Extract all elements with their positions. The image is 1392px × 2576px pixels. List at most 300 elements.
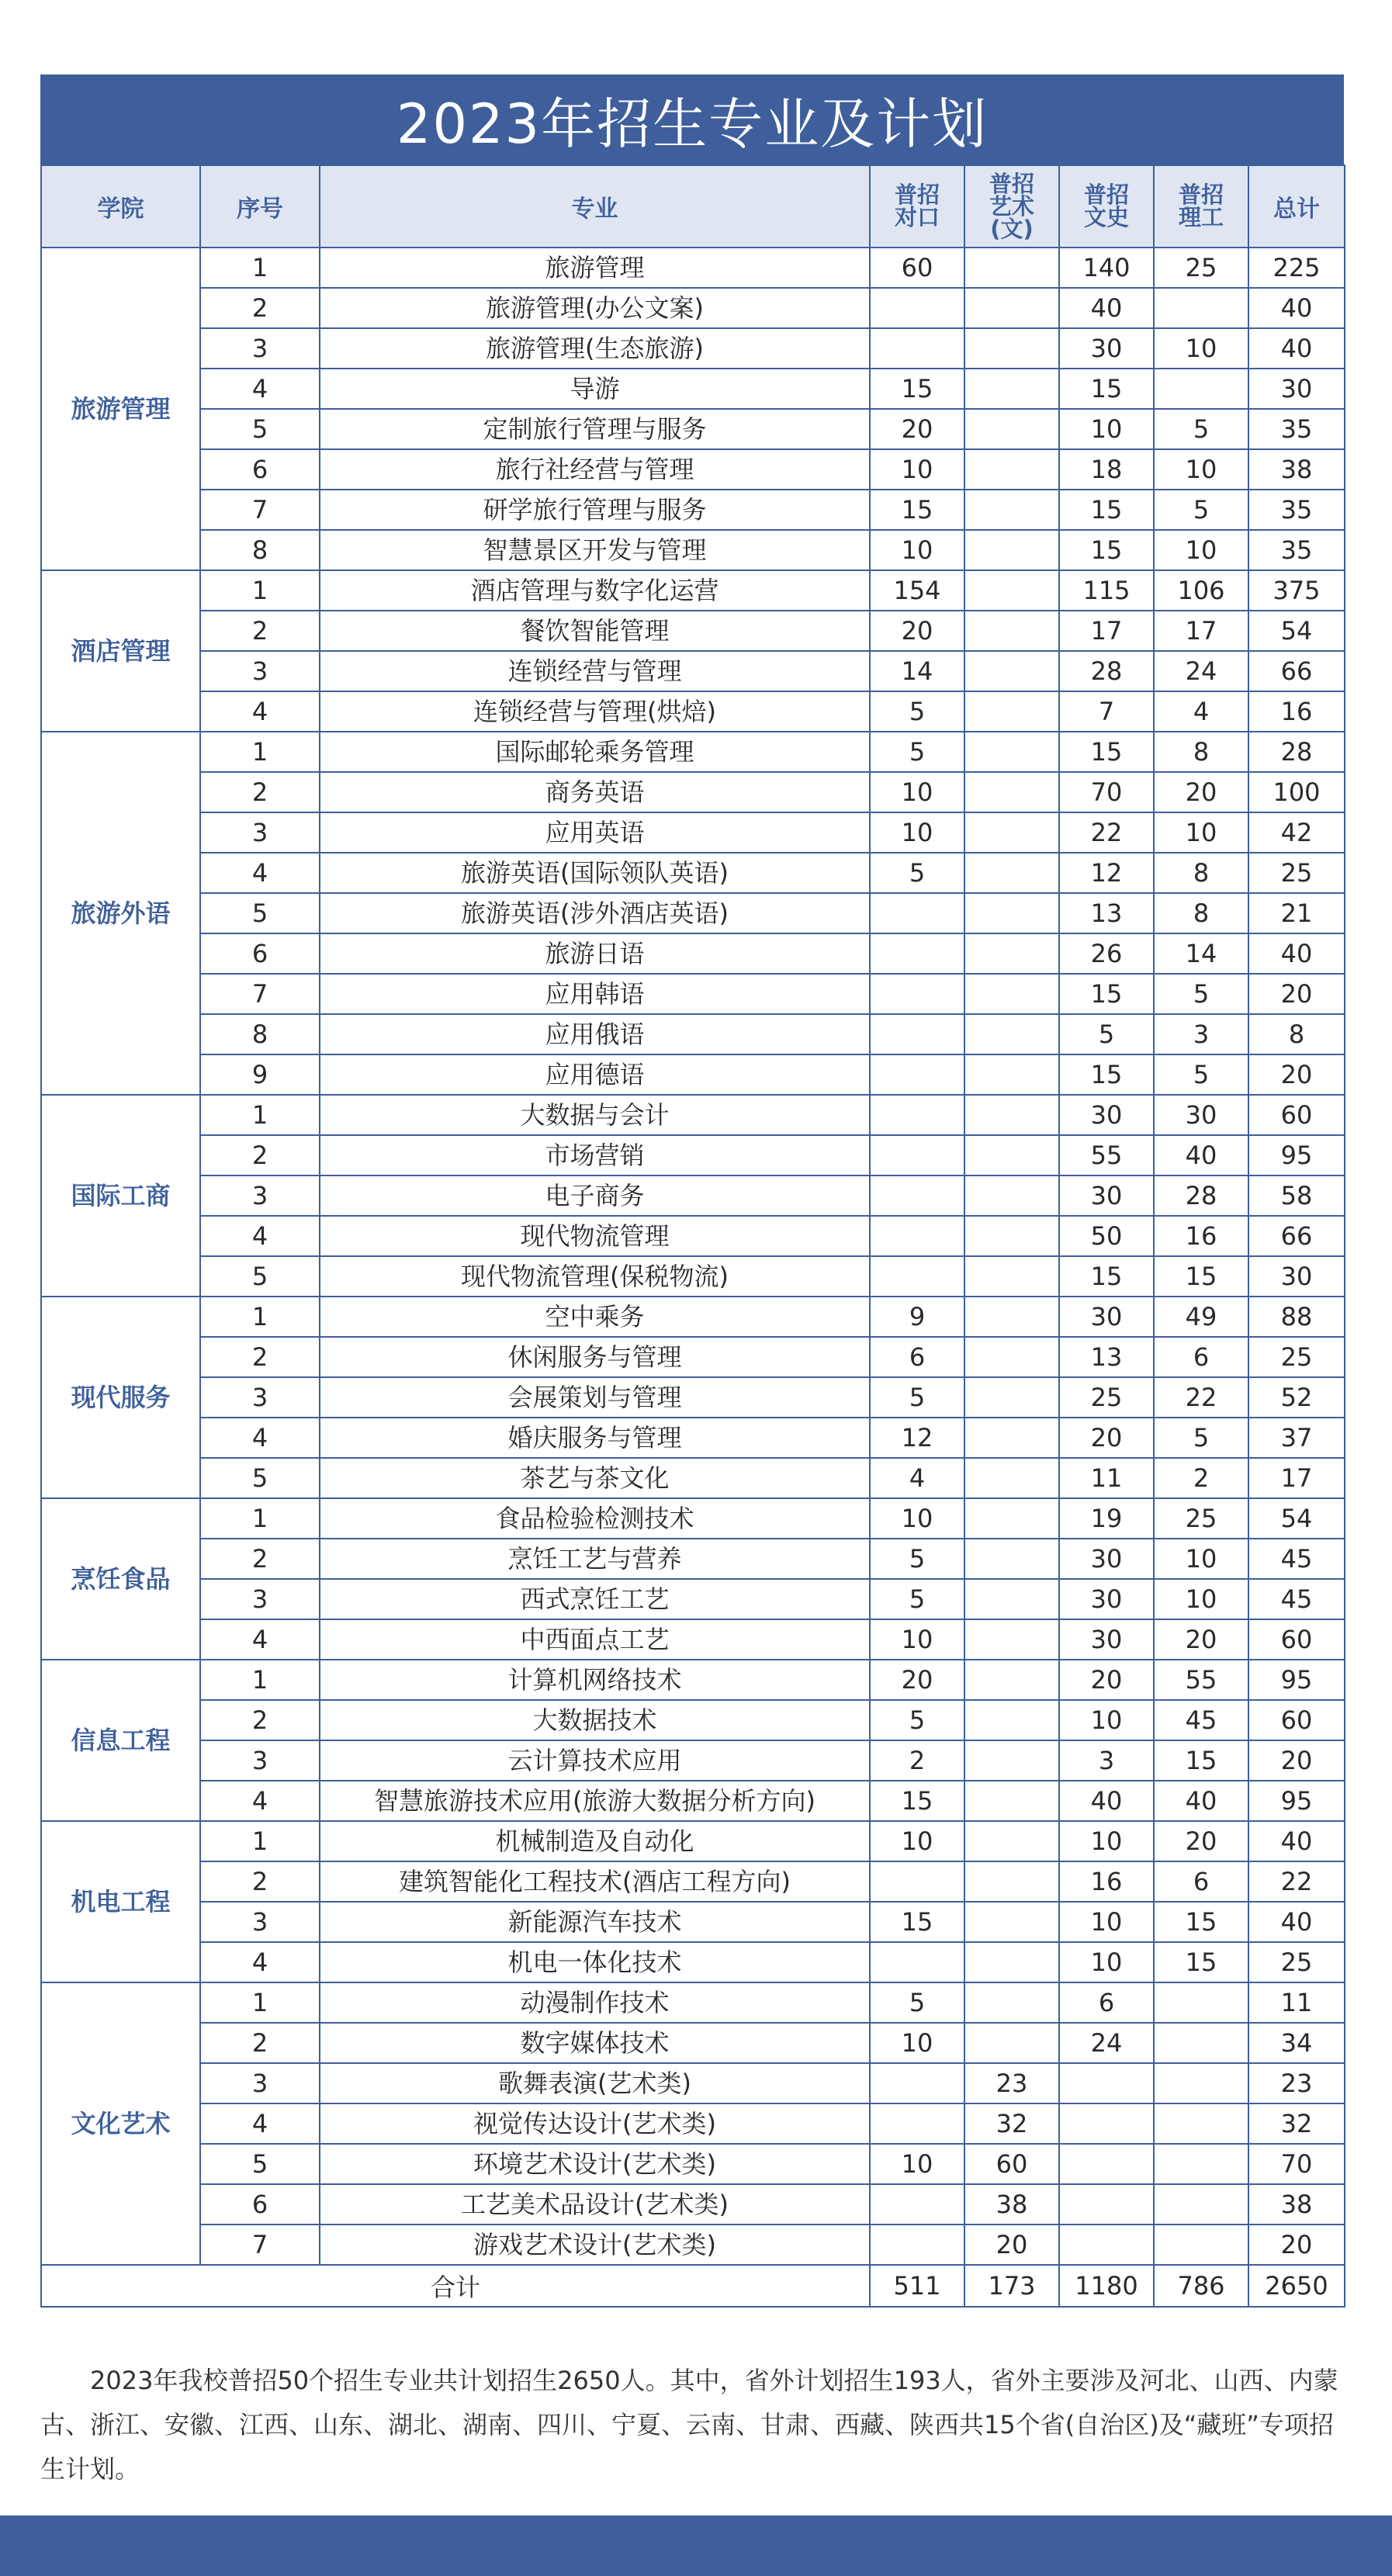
major-name: 会展策划与管理 xyxy=(320,1377,870,1418)
page-title: 2023年招生专业及计划 xyxy=(40,74,1344,164)
arts-count xyxy=(964,369,1059,409)
row-index: 4 xyxy=(200,1619,320,1660)
table-row xyxy=(41,490,1345,530)
major-name: 西式烹饪工艺 xyxy=(320,1579,870,1619)
bottom-bar xyxy=(0,2515,1392,2576)
table-row xyxy=(41,1740,1345,1781)
major-name: 环境艺术设计(艺术类) xyxy=(320,2144,870,2184)
row-total: 20 xyxy=(1248,1054,1345,1095)
table-row xyxy=(41,1256,1345,1297)
row-total: 88 xyxy=(1248,1297,1345,1337)
table-row xyxy=(41,1377,1345,1418)
science-count: 40 xyxy=(1154,1781,1248,1821)
arts-count xyxy=(964,449,1059,490)
arts-count xyxy=(964,1175,1059,1216)
major-name: 茶艺与茶文化 xyxy=(320,1458,870,1498)
table-row xyxy=(41,328,1345,369)
science-count: 10 xyxy=(1154,328,1248,369)
table-row xyxy=(41,1498,1345,1539)
vocational-count: 10 xyxy=(870,2023,964,2063)
liberal-arts-count: 10 xyxy=(1059,1821,1154,1861)
vocational-count xyxy=(870,2063,964,2103)
row-total: 25 xyxy=(1248,1942,1345,1982)
row-total: 21 xyxy=(1248,893,1345,933)
college-name: 机电工程 xyxy=(41,1821,200,1982)
liberal-arts-count: 19 xyxy=(1059,1498,1154,1539)
header-arts-line2: 艺术 xyxy=(989,192,1034,220)
arts-count xyxy=(964,1982,1059,2023)
arts-count xyxy=(964,1942,1059,1982)
major-name: 食品检验检测技术 xyxy=(320,1498,870,1539)
row-total: 35 xyxy=(1248,530,1345,570)
row-total: 11 xyxy=(1248,1982,1345,2023)
table-row xyxy=(41,2225,1345,2265)
arts-count: 23 xyxy=(964,2063,1059,2103)
vocational-count: 20 xyxy=(870,611,964,651)
liberal-arts-count: 10 xyxy=(1059,409,1154,449)
row-total: 375 xyxy=(1248,570,1345,611)
liberal-arts-count: 20 xyxy=(1059,1660,1154,1700)
vocational-count xyxy=(870,288,964,328)
major-name: 机械制造及自动化 xyxy=(320,1821,870,1861)
major-name: 商务英语 xyxy=(320,772,870,812)
enrollment-plan-sheet xyxy=(40,74,1344,2308)
major-name: 数字媒体技术 xyxy=(320,2023,870,2063)
college-name: 现代服务 xyxy=(41,1297,200,1498)
major-name: 游戏艺术设计(艺术类) xyxy=(320,2225,870,2265)
liberal-arts-count: 11 xyxy=(1059,1458,1154,1498)
liberal-arts-count: 13 xyxy=(1059,1337,1154,1377)
science-count: 10 xyxy=(1154,1579,1248,1619)
science-count xyxy=(1154,2063,1248,2103)
vocational-count: 60 xyxy=(870,248,964,288)
row-index: 3 xyxy=(200,1175,320,1216)
liberal-arts-count: 50 xyxy=(1059,1216,1154,1256)
row-total: 25 xyxy=(1248,853,1345,893)
science-count: 17 xyxy=(1154,611,1248,651)
major-name: 市场营销 xyxy=(320,1135,870,1175)
vocational-count: 5 xyxy=(870,1377,964,1418)
vocational-count: 10 xyxy=(870,449,964,490)
table-row xyxy=(41,1579,1345,1619)
row-total: 52 xyxy=(1248,1377,1345,1418)
table-row xyxy=(41,853,1345,893)
row-index: 5 xyxy=(200,2144,320,2184)
row-index: 7 xyxy=(200,2225,320,2265)
row-total: 40 xyxy=(1248,1902,1345,1942)
table-row xyxy=(41,2184,1345,2225)
liberal-arts-count: 15 xyxy=(1059,369,1154,409)
table-row xyxy=(41,732,1345,772)
table-row xyxy=(41,1539,1345,1579)
liberal-arts-count xyxy=(1059,2103,1154,2144)
table-row xyxy=(41,2103,1345,2144)
table-row xyxy=(41,1095,1345,1135)
enrollment-table xyxy=(40,164,1345,2308)
header-arts xyxy=(964,165,1059,248)
header-college: 学院 xyxy=(41,165,200,248)
table-row xyxy=(41,1458,1345,1498)
vocational-count: 10 xyxy=(870,530,964,570)
row-index: 1 xyxy=(200,1660,320,1700)
row-total: 23 xyxy=(1248,2063,1345,2103)
science-count: 8 xyxy=(1154,853,1248,893)
college-name: 烹饪食品 xyxy=(41,1498,200,1660)
vocational-count: 20 xyxy=(870,409,964,449)
major-name: 歌舞表演(艺术类) xyxy=(320,2063,870,2103)
row-index: 7 xyxy=(200,974,320,1014)
row-index: 3 xyxy=(200,328,320,369)
college-name: 国际工商 xyxy=(41,1095,200,1297)
liberal-arts-count: 13 xyxy=(1059,893,1154,933)
science-count: 15 xyxy=(1154,1902,1248,1942)
enrollment-note: 2023年我校普招50个招生专业共计划招生2650人。其中，省外计划招生193人，省外主要涉及河北、山西、内蒙古、浙江、安徽、江西、山东、湖北、湖南、四川、宁夏、云南、甘肃、西藏、陕西共15个省(自治区)及“藏班”专项招生计划。 xyxy=(40,2366,1338,2484)
row-index: 1 xyxy=(200,570,320,611)
arts-count xyxy=(964,1902,1059,1942)
header-arts-line3: (文) xyxy=(990,215,1034,242)
row-total: 60 xyxy=(1248,1619,1345,1660)
row-index: 3 xyxy=(200,2063,320,2103)
liberal-arts-count: 17 xyxy=(1059,611,1154,651)
row-total: 32 xyxy=(1248,2103,1345,2144)
row-index: 4 xyxy=(200,1418,320,1458)
liberal-arts-count: 10 xyxy=(1059,1902,1154,1942)
row-total: 70 xyxy=(1248,2144,1345,2184)
row-total: 20 xyxy=(1248,974,1345,1014)
row-total: 34 xyxy=(1248,2023,1345,2063)
liberal-arts-count: 22 xyxy=(1059,812,1154,853)
row-total: 225 xyxy=(1248,248,1345,288)
vocational-count: 15 xyxy=(870,369,964,409)
total-overall: 2650 xyxy=(1248,2265,1345,2307)
major-name: 旅游英语(涉外酒店英语) xyxy=(320,893,870,933)
vocational-count xyxy=(870,2184,964,2225)
major-name: 酒店管理与数字化运营 xyxy=(320,570,870,611)
vocational-count xyxy=(870,1095,964,1135)
liberal-arts-count: 6 xyxy=(1059,1982,1154,2023)
college-name: 酒店管理 xyxy=(41,570,200,732)
science-count: 24 xyxy=(1154,651,1248,691)
arts-count xyxy=(964,933,1059,974)
row-index: 5 xyxy=(200,1256,320,1297)
major-name: 智慧景区开发与管理 xyxy=(320,530,870,570)
row-total: 54 xyxy=(1248,1498,1345,1539)
science-count: 10 xyxy=(1154,1539,1248,1579)
arts-count xyxy=(964,691,1059,732)
major-name: 国际邮轮乘务管理 xyxy=(320,732,870,772)
vocational-count: 6 xyxy=(870,1337,964,1377)
table-row xyxy=(41,651,1345,691)
table-row xyxy=(41,530,1345,570)
vocational-count: 5 xyxy=(870,1579,964,1619)
table-row xyxy=(41,248,1345,288)
table-row xyxy=(41,449,1345,490)
arts-count xyxy=(964,1135,1059,1175)
major-name: 旅游英语(国际领队英语) xyxy=(320,853,870,893)
vocational-count: 154 xyxy=(870,570,964,611)
major-name: 工艺美术品设计(艺术类) xyxy=(320,2184,870,2225)
science-count: 15 xyxy=(1154,1256,1248,1297)
science-count: 5 xyxy=(1154,974,1248,1014)
header-liberal-arts-line1: 普招 xyxy=(1083,182,1129,208)
vocational-count xyxy=(870,974,964,1014)
total-arts: 173 xyxy=(964,2265,1059,2307)
table-row xyxy=(41,772,1345,812)
row-total: 42 xyxy=(1248,812,1345,853)
liberal-arts-count: 55 xyxy=(1059,1135,1154,1175)
row-index: 3 xyxy=(200,1377,320,1418)
row-index: 1 xyxy=(200,732,320,772)
vocational-count: 5 xyxy=(870,732,964,772)
row-total: 20 xyxy=(1248,2225,1345,2265)
liberal-arts-count xyxy=(1059,2063,1154,2103)
vocational-count xyxy=(870,1256,964,1297)
major-name: 现代物流管理(保税物流) xyxy=(320,1256,870,1297)
arts-count xyxy=(964,1821,1059,1861)
science-count: 45 xyxy=(1154,1700,1248,1740)
arts-count xyxy=(964,1660,1059,1700)
row-total: 28 xyxy=(1248,732,1345,772)
total-liberal-arts: 1180 xyxy=(1059,2265,1154,2307)
arts-count xyxy=(964,2023,1059,2063)
header-major: 专业 xyxy=(320,165,870,248)
arts-count: 20 xyxy=(964,2225,1059,2265)
liberal-arts-count: 115 xyxy=(1059,570,1154,611)
arts-count xyxy=(964,974,1059,1014)
row-index: 8 xyxy=(200,1014,320,1054)
row-index: 1 xyxy=(200,1297,320,1337)
liberal-arts-count: 16 xyxy=(1059,1861,1154,1902)
liberal-arts-count: 10 xyxy=(1059,1700,1154,1740)
table-row xyxy=(41,1135,1345,1175)
table-row xyxy=(41,933,1345,974)
science-count: 25 xyxy=(1154,248,1248,288)
liberal-arts-count: 26 xyxy=(1059,933,1154,974)
total-label: 合计 xyxy=(41,2265,870,2307)
table-row xyxy=(41,1418,1345,1458)
table-row xyxy=(41,409,1345,449)
vocational-count: 20 xyxy=(870,1660,964,1700)
arts-count xyxy=(964,1014,1059,1054)
liberal-arts-count: 15 xyxy=(1059,974,1154,1014)
table-row xyxy=(41,1297,1345,1337)
arts-count xyxy=(964,409,1059,449)
science-count: 10 xyxy=(1154,812,1248,853)
science-count: 20 xyxy=(1154,1821,1248,1861)
major-name: 视觉传达设计(艺术类) xyxy=(320,2103,870,2144)
liberal-arts-count: 15 xyxy=(1059,732,1154,772)
vocational-count xyxy=(870,893,964,933)
liberal-arts-count: 30 xyxy=(1059,1297,1154,1337)
liberal-arts-count: 30 xyxy=(1059,1175,1154,1216)
vocational-count: 15 xyxy=(870,1781,964,1821)
arts-count xyxy=(964,1539,1059,1579)
major-name: 计算机网络技术 xyxy=(320,1660,870,1700)
liberal-arts-count: 15 xyxy=(1059,1054,1154,1095)
row-index: 5 xyxy=(200,893,320,933)
total-row xyxy=(41,2265,1345,2307)
major-name: 空中乘务 xyxy=(320,1297,870,1337)
major-name: 大数据与会计 xyxy=(320,1095,870,1135)
major-name: 新能源汽车技术 xyxy=(320,1902,870,1942)
row-index: 4 xyxy=(200,1781,320,1821)
row-total: 35 xyxy=(1248,490,1345,530)
arts-count xyxy=(964,893,1059,933)
row-index: 5 xyxy=(200,409,320,449)
row-index: 7 xyxy=(200,490,320,530)
major-name: 云计算技术应用 xyxy=(320,1740,870,1781)
liberal-arts-count: 24 xyxy=(1059,2023,1154,2063)
row-index: 4 xyxy=(200,1216,320,1256)
science-count: 10 xyxy=(1154,530,1248,570)
row-index: 4 xyxy=(200,369,320,409)
science-count xyxy=(1154,288,1248,328)
major-name: 中西面点工艺 xyxy=(320,1619,870,1660)
table-header-row xyxy=(41,165,1345,248)
row-index: 2 xyxy=(200,1337,320,1377)
arts-count xyxy=(964,1700,1059,1740)
liberal-arts-count: 18 xyxy=(1059,449,1154,490)
liberal-arts-count: 30 xyxy=(1059,328,1154,369)
row-index: 2 xyxy=(200,288,320,328)
major-name: 婚庆服务与管理 xyxy=(320,1418,870,1458)
header-total: 总计 xyxy=(1248,165,1345,248)
science-count xyxy=(1154,2184,1248,2225)
arts-count xyxy=(964,490,1059,530)
row-index: 6 xyxy=(200,449,320,490)
major-name: 连锁经营与管理(烘焙) xyxy=(320,691,870,732)
science-count: 40 xyxy=(1154,1135,1248,1175)
header-liberal-arts xyxy=(1059,165,1154,248)
row-index: 3 xyxy=(200,651,320,691)
science-count: 15 xyxy=(1154,1740,1248,1781)
major-name: 现代物流管理 xyxy=(320,1216,870,1256)
row-total: 60 xyxy=(1248,1700,1345,1740)
arts-count xyxy=(964,530,1059,570)
vocational-count xyxy=(870,2103,964,2144)
row-total: 40 xyxy=(1248,933,1345,974)
row-total: 45 xyxy=(1248,1539,1345,1579)
vocational-count xyxy=(870,1014,964,1054)
arts-count xyxy=(964,853,1059,893)
row-index: 2 xyxy=(200,1539,320,1579)
science-count: 4 xyxy=(1154,691,1248,732)
total-vocational: 511 xyxy=(870,2265,964,2307)
row-index: 2 xyxy=(200,1135,320,1175)
arts-count xyxy=(964,570,1059,611)
major-name: 建筑智能化工程技术(酒店工程方向) xyxy=(320,1861,870,1902)
arts-count xyxy=(964,1619,1059,1660)
science-count: 10 xyxy=(1154,449,1248,490)
vocational-count: 12 xyxy=(870,1418,964,1458)
vocational-count xyxy=(870,2225,964,2265)
table-row xyxy=(41,974,1345,1014)
row-index: 2 xyxy=(200,772,320,812)
arts-count xyxy=(964,1498,1059,1539)
science-count: 16 xyxy=(1154,1216,1248,1256)
liberal-arts-count: 140 xyxy=(1059,248,1154,288)
table-row xyxy=(41,1942,1345,1982)
liberal-arts-count: 25 xyxy=(1059,1377,1154,1418)
science-count: 15 xyxy=(1154,1942,1248,1982)
science-count xyxy=(1154,369,1248,409)
row-total: 95 xyxy=(1248,1135,1345,1175)
row-index: 1 xyxy=(200,1095,320,1135)
row-total: 100 xyxy=(1248,772,1345,812)
row-index: 1 xyxy=(200,1498,320,1539)
vocational-count xyxy=(870,1216,964,1256)
major-name: 旅游日语 xyxy=(320,933,870,974)
major-name: 导游 xyxy=(320,369,870,409)
vocational-count xyxy=(870,1054,964,1095)
header-vocational-line2: 对口 xyxy=(894,204,940,230)
row-total: 66 xyxy=(1248,1216,1345,1256)
science-count: 6 xyxy=(1154,1861,1248,1902)
science-count: 14 xyxy=(1154,933,1248,974)
table-row xyxy=(41,1216,1345,1256)
vocational-count: 15 xyxy=(870,490,964,530)
arts-count xyxy=(964,1861,1059,1902)
liberal-arts-count: 3 xyxy=(1059,1740,1154,1781)
major-name: 连锁经营与管理 xyxy=(320,651,870,691)
liberal-arts-count: 15 xyxy=(1059,490,1154,530)
liberal-arts-count: 70 xyxy=(1059,772,1154,812)
vocational-count: 5 xyxy=(870,1539,964,1579)
table-row xyxy=(41,1982,1345,2023)
science-count: 2 xyxy=(1154,1458,1248,1498)
arts-count xyxy=(964,1418,1059,1458)
row-index: 2 xyxy=(200,1700,320,1740)
science-count: 5 xyxy=(1154,1418,1248,1458)
vocational-count: 2 xyxy=(870,1740,964,1781)
row-index: 4 xyxy=(200,1942,320,1982)
science-count: 8 xyxy=(1154,732,1248,772)
table-row xyxy=(41,1700,1345,1740)
college-name: 旅游外语 xyxy=(41,732,200,1095)
row-total: 95 xyxy=(1248,1781,1345,1821)
major-name: 旅游管理(办公文案) xyxy=(320,288,870,328)
row-total: 40 xyxy=(1248,328,1345,369)
table-row xyxy=(41,288,1345,328)
vocational-count xyxy=(870,328,964,369)
arts-count xyxy=(964,1458,1059,1498)
arts-count xyxy=(964,651,1059,691)
vocational-count: 10 xyxy=(870,1498,964,1539)
liberal-arts-count: 30 xyxy=(1059,1579,1154,1619)
arts-count xyxy=(964,1216,1059,1256)
row-index: 5 xyxy=(200,1458,320,1498)
vocational-count: 5 xyxy=(870,1982,964,2023)
row-total: 8 xyxy=(1248,1014,1345,1054)
row-index: 6 xyxy=(200,933,320,974)
vocational-count xyxy=(870,1135,964,1175)
science-count: 6 xyxy=(1154,1337,1248,1377)
row-total: 17 xyxy=(1248,1458,1345,1498)
major-name: 动漫制作技术 xyxy=(320,1982,870,2023)
vocational-count xyxy=(870,1861,964,1902)
major-name: 定制旅行管理与服务 xyxy=(320,409,870,449)
arts-count xyxy=(964,1377,1059,1418)
header-vocational-line1: 普招 xyxy=(894,182,940,208)
arts-count xyxy=(964,328,1059,369)
total-science: 786 xyxy=(1154,2265,1248,2307)
table-row xyxy=(41,1902,1345,1942)
table-row xyxy=(41,812,1345,853)
table-row xyxy=(41,611,1345,651)
science-count: 22 xyxy=(1154,1377,1248,1418)
row-index: 2 xyxy=(200,611,320,651)
liberal-arts-count: 15 xyxy=(1059,530,1154,570)
